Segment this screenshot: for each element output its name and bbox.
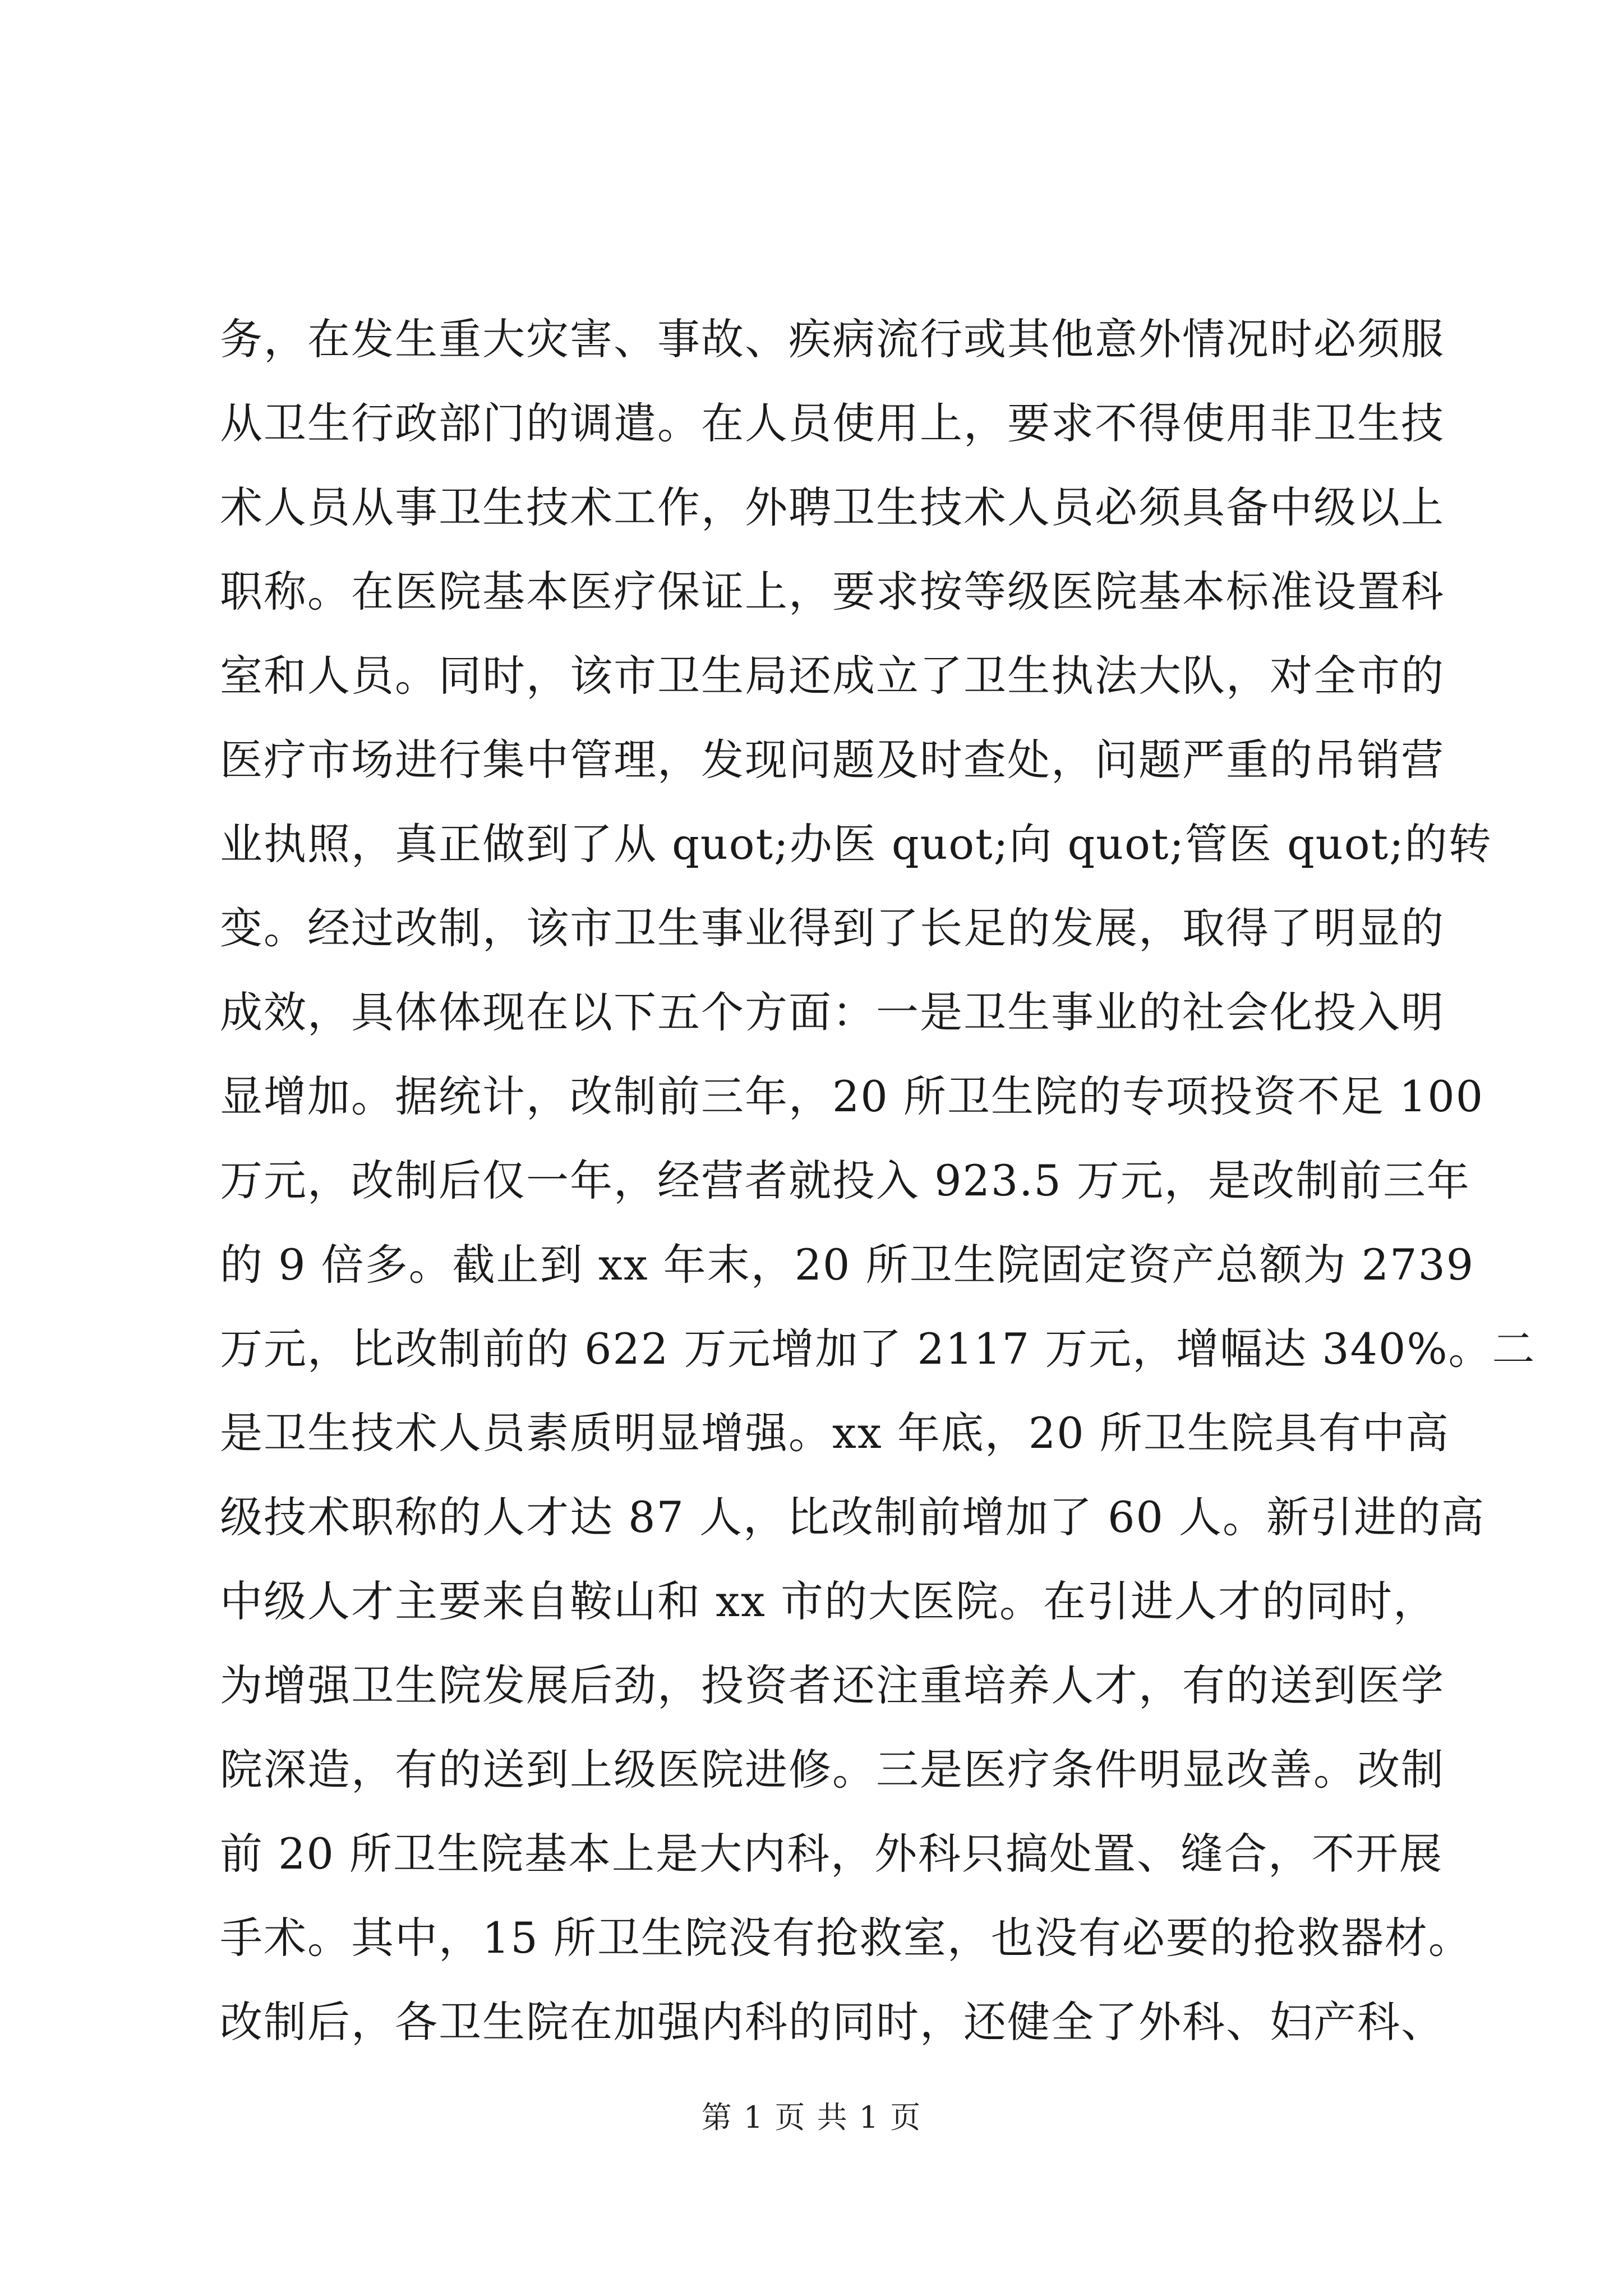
text-line: 术人员从事卫生技术工作，外聘卫生技术人员必须具备中级以上 [220,482,1445,532]
text-line: 显增加。据统计，改制前三年，20 所卫生院的专项投资不足 100 [220,1071,1484,1121]
text-line: 职称。在医院基本医疗保证上，要求按等级医院基本标准设置科 [220,567,1445,616]
text-line: 手术。其中，15 所卫生院没有抢救室，也没有必要的抢救器材。 [220,1913,1472,1963]
text-line: 变。经过改制，该市卫生事业得到了长足的发展，取得了明显的 [220,903,1445,953]
text-line: 从卫生行政部门的调遣。在人员使用上，要求不得使用非卫生技 [220,398,1445,448]
text-line: 室和人员。同时，该市卫生局还成立了卫生执法大队，对全市的 [220,651,1445,701]
text-line: 医疗市场进行集中管理，发现问题及时查处，问题严重的吊销营 [220,735,1445,785]
text-line: 万元，改制后仅一年，经营者就投入 923.5 万元，是改制前三年 [220,1156,1470,1205]
text-line: 中级人才主要来自鞍山和 xx 市的大医院。在引进人才的同时， [220,1576,1437,1626]
text-line: 院深造，有的送到上级医院进修。三是医疗条件明显改善。改制 [220,1745,1445,1795]
text-line: 前 20 所卫生院基本上是大内科，外科只搞处置、缝合，不开展 [220,1829,1444,1879]
text-line: 务，在发生重大灾害、事故、疾病流行或其他意外情况时必须服 [220,314,1445,364]
text-line: 是卫生技术人员素质明显增强。xx 年底，20 所卫生院具有中高 [220,1408,1450,1458]
text-line: 成效，具体体现在以下五个方面：一是卫生事业的社会化投入明 [220,987,1445,1037]
text-line: 改制后，各卫生院在加强内科的同时，还健全了外科、妇产科、 [220,1997,1445,2047]
text-line: 万元，比改制前的 622 万元增加了 2117 万元，增幅达 340%。二 [220,1324,1536,1374]
text-line: 业执照，真正做到了从 quot;办医 quot;向 quot;管医 quot;的转 [220,819,1492,869]
page-number-label: 第 1 页 共 1 页 [701,2100,922,2135]
text-line: 级技术职称的人才达 87 人，比改制前增加了 60 人。新引进的高 [220,1492,1486,1542]
text-line: 为增强卫生院发展后劲，投资者还注重培养人才，有的送到医学 [220,1660,1445,1710]
text-line: 的 9 倍多。截止到 xx 年末，20 所卫生院固定资产总额为 2739 [220,1240,1475,1290]
page-footer [0,2098,1623,2137]
body-text [220,297,1536,2064]
